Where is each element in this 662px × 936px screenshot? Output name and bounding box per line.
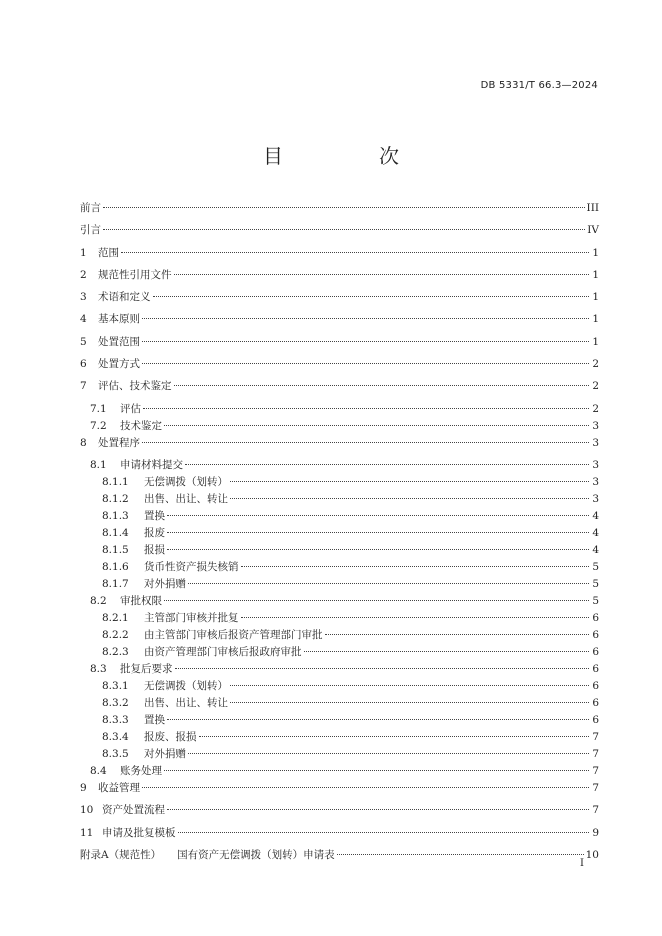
dot-leader xyxy=(188,753,589,754)
toc-entry-title: 处置方式 xyxy=(98,358,140,371)
toc-entry[interactable] xyxy=(80,746,599,763)
toc-entry[interactable] xyxy=(80,378,599,395)
toc-entry-page: 6 xyxy=(592,696,599,709)
toc-entry-page: 5 xyxy=(592,594,599,607)
toc-entry[interactable] xyxy=(80,356,599,373)
page-number: I xyxy=(580,858,584,869)
toc-entry[interactable] xyxy=(80,825,599,842)
toc-entry-page: 6 xyxy=(592,628,599,641)
toc-entry[interactable] xyxy=(80,491,599,508)
toc-entry-title: 无偿调拨（划转） xyxy=(144,679,228,692)
dot-leader xyxy=(164,770,589,771)
dot-leader xyxy=(188,583,589,584)
toc-entry-number: 8.3.5 xyxy=(102,747,129,760)
toc-entry-page: 6 xyxy=(592,611,599,624)
toc-entry-page: 6 xyxy=(592,645,599,658)
dot-leader xyxy=(199,736,590,737)
toc-entry-page: 7 xyxy=(592,804,599,817)
toc-entry-page: 2 xyxy=(592,402,599,415)
toc-entry-number: 8.1.4 xyxy=(102,526,129,539)
toc-entry-number: 7.1 xyxy=(90,402,107,415)
toc-entry-page: 9 xyxy=(592,826,599,839)
toc-entry-page: 1 xyxy=(592,335,599,348)
toc-entry-title: 置换 xyxy=(144,713,165,726)
dot-leader xyxy=(153,296,590,297)
toc-entry[interactable] xyxy=(80,661,599,678)
document-code: DB 5331/T 66.3—2024 xyxy=(480,80,598,91)
toc-entry-title: 引言 xyxy=(80,224,101,237)
toc-entry[interactable] xyxy=(80,712,599,729)
toc-entry-number: 4 xyxy=(80,313,87,326)
toc-entry[interactable] xyxy=(80,644,599,661)
dot-leader xyxy=(167,719,589,720)
toc-entry[interactable] xyxy=(80,222,599,239)
toc-entry-page: 1 xyxy=(592,291,599,304)
dot-leader xyxy=(230,685,589,686)
toc-entry[interactable] xyxy=(80,334,599,351)
toc-entry-number: 8.1 xyxy=(90,458,107,471)
toc-entry-title: 术语和定义 xyxy=(98,291,151,304)
dot-leader xyxy=(178,832,590,833)
toc-entry-title: 置换 xyxy=(144,509,165,522)
dot-leader xyxy=(337,854,584,855)
toc-entry[interactable] xyxy=(80,418,599,435)
dot-leader xyxy=(167,549,589,550)
toc-entry-title: 由主管部门审核后报资产管理部门审批 xyxy=(144,628,323,641)
toc-entry-number: 8.4 xyxy=(90,764,107,777)
dot-leader xyxy=(174,274,590,275)
dot-leader xyxy=(167,809,589,810)
dot-leader xyxy=(142,787,589,788)
dot-leader xyxy=(325,634,590,635)
toc-entry[interactable] xyxy=(80,847,599,864)
toc-entry[interactable] xyxy=(80,780,599,797)
toc-entry-number: 6 xyxy=(80,358,87,371)
toc-entry-page: 2 xyxy=(592,380,599,393)
toc-entry-page: 4 xyxy=(592,526,599,539)
dot-leader xyxy=(103,229,585,230)
toc-entry-title: 对外捐赠 xyxy=(144,747,186,760)
toc-entry[interactable] xyxy=(80,457,599,474)
dot-leader xyxy=(185,464,589,465)
toc-entry-title: 基本原则 xyxy=(98,313,140,326)
dot-leader xyxy=(142,341,589,342)
toc-entry-number: 1 xyxy=(80,246,87,259)
toc-entry-page: 7 xyxy=(592,781,599,794)
toc-entry[interactable] xyxy=(80,474,599,491)
toc-entry-page: 7 xyxy=(592,747,599,760)
toc-entry[interactable] xyxy=(80,401,599,418)
dot-leader xyxy=(174,385,590,386)
toc-entry-page: 1 xyxy=(592,313,599,326)
toc-entry-number: 附录A（规范性） xyxy=(80,848,162,861)
toc-entry-title: 出售、出让、转让 xyxy=(144,696,228,709)
toc-entry-page: 10 xyxy=(585,848,599,861)
toc-entry-title: 审批权限 xyxy=(120,594,162,607)
toc-entry-page: 3 xyxy=(592,458,599,471)
toc-entry[interactable] xyxy=(80,627,599,644)
dot-leader xyxy=(167,532,589,533)
toc-entry-number: 7.2 xyxy=(90,419,107,432)
dot-leader xyxy=(164,600,589,601)
dot-leader xyxy=(230,498,589,499)
toc-entry[interactable] xyxy=(80,508,599,525)
toc-entry-number: 8.2.1 xyxy=(102,611,129,624)
toc-entry-page: 4 xyxy=(592,543,599,556)
toc-entry-number: 8.2.3 xyxy=(102,645,129,658)
toc-entry[interactable] xyxy=(80,559,599,576)
dot-leader xyxy=(164,425,589,426)
dot-leader xyxy=(230,481,589,482)
table-of-contents xyxy=(80,200,599,869)
toc-entry[interactable] xyxy=(80,802,599,819)
toc-entry-number: 2 xyxy=(80,268,87,281)
toc-entry-page: IV xyxy=(587,224,599,237)
dot-leader xyxy=(304,651,590,652)
toc-entry-title: 收益管理 xyxy=(98,781,140,794)
toc-entry-page: 5 xyxy=(592,577,599,590)
dot-leader xyxy=(103,207,585,208)
toc-entry-number: 8.3.2 xyxy=(102,696,129,709)
toc-entry[interactable] xyxy=(80,435,599,452)
dot-leader xyxy=(143,408,589,409)
toc-entry[interactable] xyxy=(80,729,599,746)
toc-entry-title: 规范性引用文件 xyxy=(98,268,172,281)
dot-leader xyxy=(142,442,589,443)
toc-entry-title: 范围 xyxy=(98,246,119,259)
toc-entry-number: 5 xyxy=(80,335,87,348)
toc-entry-page: 4 xyxy=(592,509,599,522)
toc-entry-number: 8.1.5 xyxy=(102,543,129,556)
toc-entry[interactable] xyxy=(80,245,599,262)
toc-entry-title: 出售、出让、转让 xyxy=(144,492,228,505)
toc-entry-number: 8 xyxy=(80,436,87,449)
dot-leader xyxy=(142,318,589,319)
toc-entry[interactable] xyxy=(80,311,599,328)
toc-entry-title: 资产处置流程 xyxy=(102,804,165,817)
toc-entry-title: 评估、技术鉴定 xyxy=(98,380,172,393)
dot-leader xyxy=(175,668,590,669)
dot-leader xyxy=(121,252,589,253)
toc-entry-title: 报废 xyxy=(144,526,165,539)
toc-entry-number: 8.2.2 xyxy=(102,628,129,641)
toc-entry-number: 8.3.1 xyxy=(102,679,129,692)
toc-entry-page: 6 xyxy=(592,662,599,675)
toc-entry-title: 前言 xyxy=(80,202,101,214)
dot-leader xyxy=(241,566,590,567)
toc-entry[interactable] xyxy=(80,763,599,780)
toc-entry-page: 7 xyxy=(592,764,599,777)
toc-entry-title: 批复后要求 xyxy=(120,662,173,675)
toc-entry-title: 国有资产无偿调拨（划转）申请表 xyxy=(177,848,335,861)
toc-entry[interactable] xyxy=(80,593,599,610)
dot-leader xyxy=(241,617,590,618)
toc-entry-number: 8.1.7 xyxy=(102,577,129,590)
toc-entry[interactable] xyxy=(80,576,599,593)
page-title: 目 次 xyxy=(263,144,437,168)
toc-entry[interactable] xyxy=(80,200,599,217)
toc-entry-number: 8.3 xyxy=(90,662,107,675)
toc-entry-title: 申请及批复模板 xyxy=(102,826,176,839)
toc-entry-title: 技术鉴定 xyxy=(120,419,162,432)
toc-entry-title: 由资产管理部门审核后报政府审批 xyxy=(144,645,302,658)
toc-entry-page: 1 xyxy=(592,246,599,259)
toc-entry-number: 11 xyxy=(80,826,94,839)
toc-entry-page: 1 xyxy=(592,268,599,281)
toc-entry-title: 处置程序 xyxy=(98,436,140,449)
toc-entry-number: 8.1.6 xyxy=(102,560,129,573)
toc-entry-page: 6 xyxy=(592,713,599,726)
toc-entry-title: 无偿调拨（划转） xyxy=(144,475,228,488)
dot-leader xyxy=(167,515,589,516)
toc-entry-page: 7 xyxy=(592,730,599,743)
toc-entry[interactable] xyxy=(80,289,599,306)
toc-entry-title: 主管部门审核并批复 xyxy=(144,611,239,624)
toc-entry-title: 申请材料提交 xyxy=(120,458,183,471)
toc-entry-title: 评估 xyxy=(120,402,141,415)
toc-entry-page: 3 xyxy=(592,419,599,432)
toc-entry-page: 2 xyxy=(592,358,599,371)
toc-entry-page: 3 xyxy=(592,436,599,449)
toc-entry-page: 5 xyxy=(592,560,599,573)
toc-entry-page: 6 xyxy=(592,679,599,692)
toc-entry-page: 3 xyxy=(592,492,599,505)
toc-entry-number: 7 xyxy=(80,380,87,393)
toc-entry[interactable] xyxy=(80,695,599,712)
toc-entry-number: 3 xyxy=(80,291,87,304)
dot-leader xyxy=(230,702,589,703)
toc-entry-number: 8.3.4 xyxy=(102,730,129,743)
toc-entry-number: 8.1.3 xyxy=(102,509,129,522)
toc-entry-title: 货币性资产损失核销 xyxy=(144,560,239,573)
toc-entry-title: 对外捐赠 xyxy=(144,577,186,590)
toc-entry-page: 3 xyxy=(592,475,599,488)
toc-entry-title: 报损 xyxy=(144,543,165,556)
toc-entry[interactable] xyxy=(80,610,599,627)
toc-entry-number: 10 xyxy=(80,804,94,817)
toc-entry-number: 8.1.2 xyxy=(102,492,129,505)
toc-entry[interactable] xyxy=(80,267,599,284)
toc-entry-title: 报废、报损 xyxy=(144,730,197,743)
toc-entry[interactable] xyxy=(80,525,599,542)
toc-entry-page: III xyxy=(586,202,599,214)
toc-entry-number: 8.3.3 xyxy=(102,713,129,726)
dot-leader xyxy=(142,363,589,364)
toc-entry-number: 9 xyxy=(80,781,87,794)
toc-entry[interactable] xyxy=(80,542,599,559)
toc-entry-number: 8.1.1 xyxy=(102,475,129,488)
toc-entry-number: 8.2 xyxy=(90,594,107,607)
toc-entry-title: 账务处理 xyxy=(120,764,162,777)
toc-entry-title: 处置范围 xyxy=(98,335,140,348)
toc-entry[interactable] xyxy=(80,678,599,695)
